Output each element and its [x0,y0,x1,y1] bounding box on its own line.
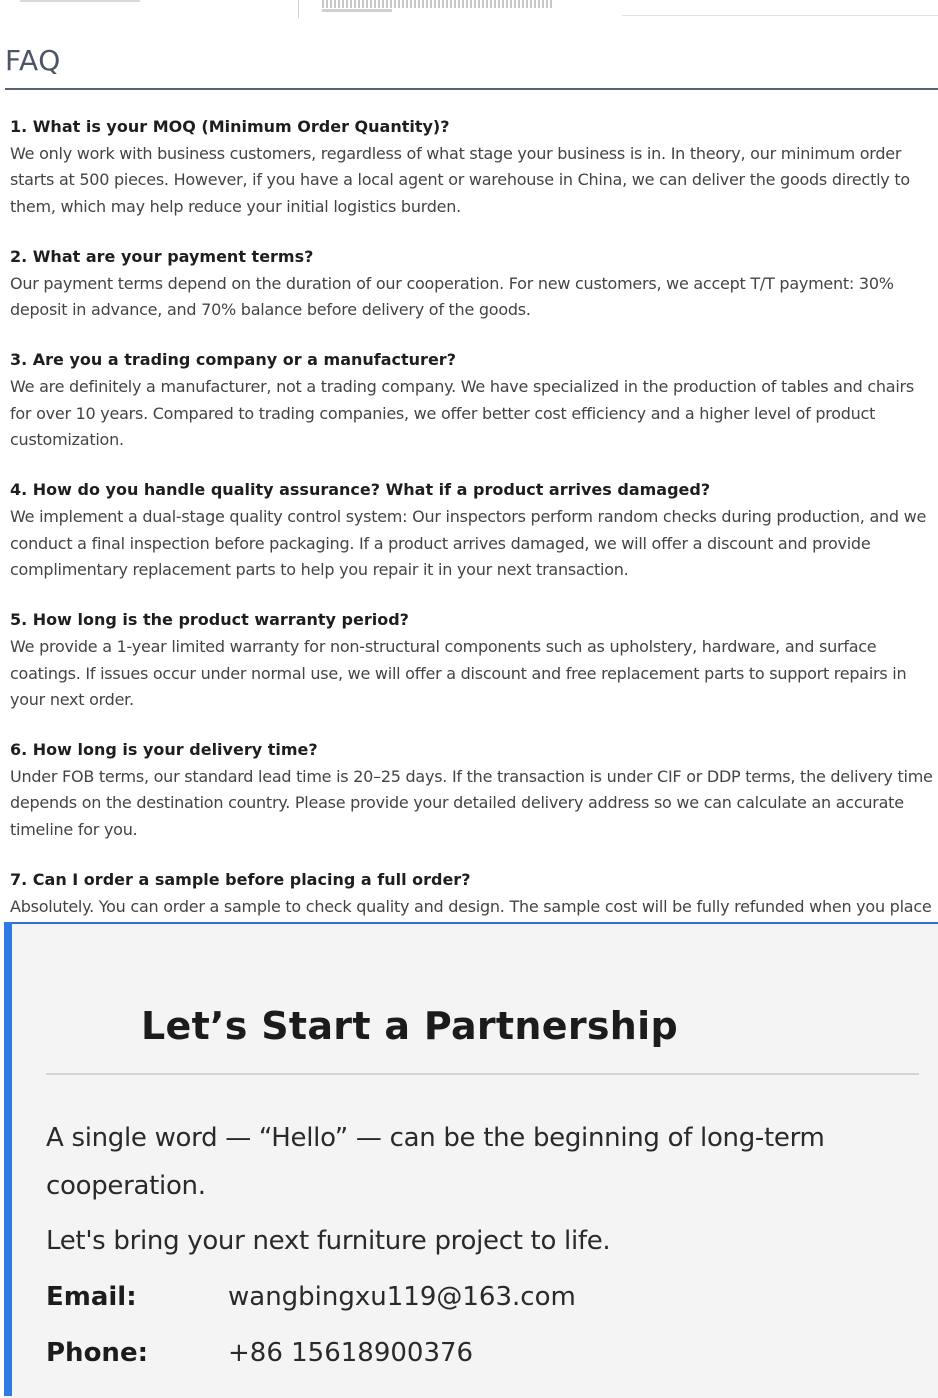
header-fine-print-line [322,9,392,12]
panel-accent-bar [4,922,12,1396]
faq-answer: We are definitely a manufacturer, not a trading company. We have specialized in the production of tables and chairs for over 10 years. Compared to trading companies, we offer better cost efficiency and a higher level of product customization. [10,377,914,450]
faq-question: 3. Are you a trading company or a manufacturer? [10,350,456,370]
faq-question: 6. How long is your delivery time? [10,740,318,760]
email-label: Email: [46,1282,137,1312]
faq-item [10,609,934,713]
header-divider [298,0,299,18]
email-row [46,1282,906,1322]
header-fine-print [322,0,552,8]
faq-item [10,116,934,220]
phone-label: Phone: [46,1338,148,1368]
faq-question: 7. Can I order a sample before placing a full order? [10,870,471,890]
phone-row [46,1338,906,1378]
faq-heading: FAQ [5,44,61,77]
faq-item [10,246,934,324]
faq-answer: Under FOB terms, our standard lead time is 20–25 days. If the transaction is under CIF or DDP terms, the delivery time depends on the destination country. Please provide your detailed delivery address so we can calculate an accurate timeline for you. [10,767,933,839]
faq-item [10,479,934,583]
top-header-fragment [0,0,938,20]
faq-question: 2. What are your payment terms? [10,246,314,266]
partnership-tagline: Let's bring your next furniture project to life. [46,1226,611,1256]
partnership-divider [46,1073,919,1075]
faq-question: 1. What is your MOQ (Minimum Order Quantity)? [10,117,450,136]
faq-answer: We provide a 1-year limited warranty for non-structural components such as upholstery, hardware, and surface coatings. If issues occur under normal use, we will offer a discount and free replacement parts to support repairs in your next order. [10,637,907,709]
faq-answer: Absolutely. You can order a sample to check quality and design. The sample cost will be fully refunded when you place [10,897,932,917]
faq-item [10,739,934,843]
faq-answer: We implement a dual-stage quality control system: Our inspectors perform random checks during production, and we conduct a final inspection before packaging. If a product arrives damaged, we will offer a discount and provide complimentary replacement parts to help you repair it in your next transaction. [10,507,927,579]
faq-question: 5. How long is the product warranty period? [10,610,409,630]
faq-answer: Our payment terms depend on the duration of our cooperation. For new customers, we accept T/T payment: 30% deposit in advance, and 70% balance before delivery of the goods. [10,273,894,320]
email-link[interactable]: wangbingxu119@163.com [228,1282,576,1312]
phone-link[interactable]: +86 15618900376 [228,1338,474,1368]
faq-list [10,116,934,973]
faq-answer: We only work with business customers, regardless of what stage your business is in. In theory, our minimum order starts at 500 pieces. However, if you have a local agent or warehouse in China, we can deliver the goods directly to them, which may help reduce your initial logistics burden. [10,144,910,216]
faq-item [10,349,934,453]
partnership-title: Let’s Start a Partnership [141,1004,678,1048]
partnership-intro: A single word — “Hello” — can be the beginning of long-term cooperation. [46,1123,825,1201]
faq-divider [5,88,938,90]
header-fragment-line [20,0,140,2]
faq-question: 4. How do you handle quality assurance? What if a product arrives damaged? [10,480,711,500]
header-rule [622,15,938,16]
